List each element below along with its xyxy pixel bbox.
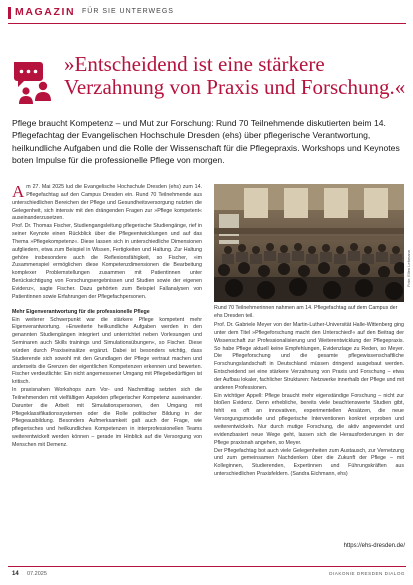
article-column-right xyxy=(214,322,404,479)
magazine-header xyxy=(8,5,406,21)
paragraph: Ein wichtiger Appell: Pflege braucht mehr eigenständige Forschung – nicht zur bloßen Evidenz. Denn erhebliche, bereits viele beachtenswerte Studien gibt, fehlt es oft an innovativen, experimentellen Ansätzen, die neue Versorgungsmodelle und pflegerische Interventionen konkret erproben und weiterentwickeln. Nur durch mutige Forschung, die aktiv angewendet und evidenzbasiert neue Wege geht, lassen sich die Herausforderungen in der Pflege praxisnah angehen, so Meyer. xyxy=(214,392,404,446)
paragraph: Prof. Dr. Gabriele Meyer von der Martin-Luther-Universität Halle-Wittenberg ging unter dem Titel »Pflegeforschung macht den Unterschied!« auf den Beitrag der Wissenschaft zur Professionalisierung und Weiterentwicklung der Pflegepraxis. So habe Pflege aktuell keine Empfehlungen, Evidenzlage zu Reden, so Meyer. Die Pflegeforschung und die gesamte pflegewissenschaftliche Forschungslandschaft in Deutschland müssen dringend ausgebaut werden. Entscheidend sei eine stärkere Verzahnung von Praxis und Forschung – etwa der Aufbau lokaler, fachlicher Strukturen: Netzwerke innerhalb der Pflege und mit anderen Professionen. xyxy=(214,322,404,391)
subsection-label: FÜR SIE UNTERWEGS xyxy=(82,8,174,15)
paragraph: In praxisnahen Workshops zum Vor- und Nachmittag setzten sich die Teilnehmenden mit vielfältigen Aspekten pflegerischer Kompetenz auseinander. Darunter die Arbeit mit Simulationspersonen, den Umgang mit Pflegeklassifikationssystemen oder die Rolle politischer Bildung in der Pflegeausbildung. Besonders Aufmerksamkeit galt auch der Frage, wie pflegerisches und heilkundliches Kompetenzen in interprofessionellen Teams weiterentwickelt werden können – gerade im Hinblick auf die Versorgung von Menschen mit Demenz. xyxy=(12,387,202,448)
article-column-left xyxy=(12,184,202,450)
paragraph xyxy=(12,184,202,223)
paragraph-text: m 27. Mai 2025 lud die Evangelische Hochschule Dresden (ehs) zum 14. Pflegefachtag auf den Campus Dresden ein. Rund 70 Teilnehmende aus unterschiedlichen Bereichen der Pflege und Gesundheitsversorgung nutzten die Gelegenheit, sich intensiv mit den drängenden Fragen zur »Pflege kompetent« auseinanderzusetzen. xyxy=(12,184,202,222)
article-lead: Pflege braucht Kompetenz – und Mut zur Forschung: Rund 70 Teilnehmende diskutierten beim 14. Pflegefachtag der Evangelischen Hochschule Dresden (ehs) über pflegerische Verantwortung, heilkundliche Aufgaben und die Rolle der Wissenschaft für die Pflegepraxis. Workshops und Keynotes boten Impulse für die professionelle Pflege von morgen. xyxy=(12,118,400,166)
section-label: MAGAZIN xyxy=(15,6,76,18)
paragraph: Ein weiterer Schwerpunkt war die stärkere Pflege kompetent mehr Eigenverantwortung. »Erweiterte heilkundliche Aufgaben werden in den genannten Studiengängen integriert und unterrichtet neben Vorlesungen und Seminaren auch Skills trainings und Simulationsübungen«, so Fischer. Diese würden durch Praxiseinsätze ergänzt. Dabei ist besonders wichtig, dass Studierende sich sowohl mit den Grundlagen der Pflege vertraut machen und anderseits die Grenzen der eigentlichen Kompetenzen erkennen und bewerten. Fischer verdeutlichte: Ein nicht angemessener Umgang mit Pflegebedürftigen ist kritisch. xyxy=(12,316,202,386)
publication-name: DIAKONIE DRESDEN DIALOG xyxy=(329,571,405,576)
speech-bubble-people-icon xyxy=(12,60,54,106)
photo-caption: Rund 70 Teilnehmerinnen nahmen am 14. Pflegefachtag auf dem Campus der ehs Dresden teil. xyxy=(214,305,398,319)
photo-credit: Foto: Ellen Lehmann xyxy=(406,250,411,287)
subheading: Mehr Eigenverantwortung für die professionelle Pflege xyxy=(12,308,150,315)
article-headline: »Entscheidend ist eine stärkere Verzahnung von Praxis und Forschung.« xyxy=(64,52,406,99)
header-rule xyxy=(8,23,406,24)
drop-cap: A xyxy=(12,182,25,201)
footer-rule xyxy=(8,566,406,567)
paragraph: Prof. Dr. Thomas Fischer, Studiengangsleitung pflegerische Studiengänge, rief in seiner Keynote einen Rückblick über die Pflegeentwicklungen und auf das Thema »Pflegekompetenz«. Diese lassen sich in unterschiedliche Dimensionen aufgliedern, etwa zum Beispiel in Wissen, Fertigkeiten und Haltung. Zur Haltung gehöre insbesondere auch die Reflexionsfähigkeit, so Fischer, »im Zusammenspiel ermöglichen diese Kompetenzdimensionen die Bearbeitung komplexer Problemstellungen zusammen mit Patientinnen unter Berücksichtigung von Forschungsergebnissen und Studien sowie der eigenen Evidenz«, sagte Fischer. Dazu gehörten zum Beispiel Fallanalysen von Patientinnen sowie Erfahrungen der Pflegefachpersonen. xyxy=(12,223,202,300)
issue-label: 07.2025 xyxy=(27,571,47,577)
paragraph: Der Pflegefachtag bot auch viele Gelegenheiten zum Austausch, zur Vernetzung und zum gemeinsamen Nachdenken über die Zukunft der Pflege – mit Kolleginnen, Studierenden, Expertinnen und Führungskräften aus unterschiedlichen Praxisfeldern. (Sandra Eichmann, ehs) xyxy=(214,447,404,478)
page-number: 14 xyxy=(12,571,19,577)
header-accent-bar xyxy=(8,7,11,19)
event-photo xyxy=(214,184,404,302)
source-link[interactable]: https://ehs-dresden.de/ xyxy=(343,543,405,549)
